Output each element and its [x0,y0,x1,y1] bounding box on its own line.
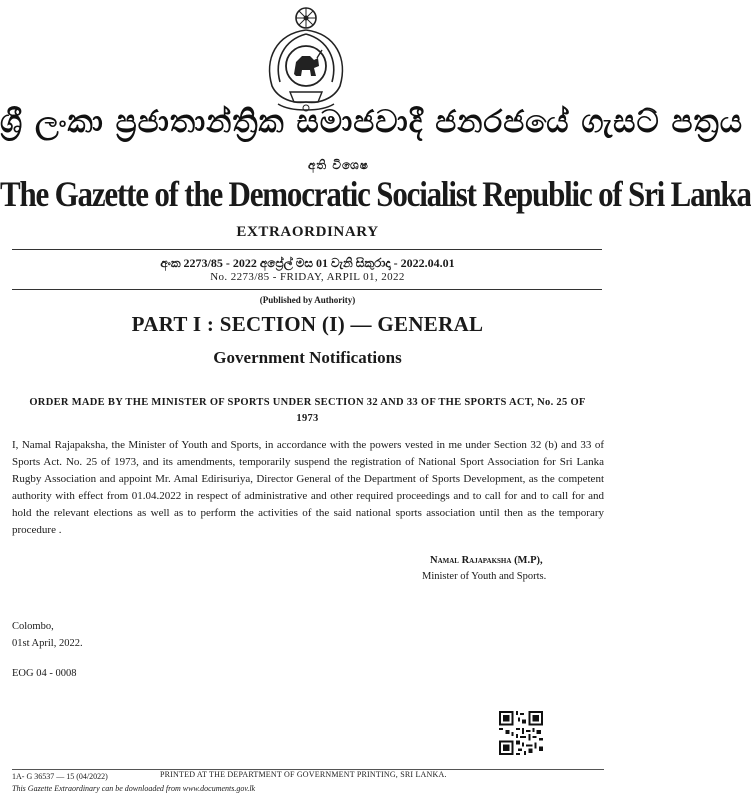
order-heading: ORDER MADE BY THE MINISTER OF SPORTS UNDER SECTION 32 AND 33 OF THE SPORTS ACT, No. 25 OF 1973 [29,397,586,424]
government-notifications-heading: Government Notifications [213,348,402,367]
extraordinary-sinhala-label: අති විශෙෂ [308,158,369,172]
place-of-issue: Colombo, [12,621,54,632]
issue-number-english: No. 2273/85 - FRIDAY, ARPIL 01, 2022 [210,271,405,283]
signatory-name [430,555,543,566]
issue-number-sinhala: අංක 2273/85 - 2022 අප්‍රේල් මස 01 වැනි සිකුරාදා - 2022.04.01 [160,256,455,270]
order-body: I, Namal Rajapaksha, the Minister of Youth and Sports, in accordance with the powers vested in me under Section 32 (b) and 33 of Sports Act. No. 25 of 1973, and its amendments, temporarily suspend the registration of National Sport Association for Sri Lanka Rugby Association and appoint Mr. Amal Edirisuriya, Director General of the Department of Sports Development, as the competent authority with effect from 01.04.2022 in respect of administrative and other required proceedings and to call for and to call for and hold the relevant elections as well as to perform the activities of the said national sports association until then as the temporary procedure . [12,439,604,536]
signatory-name-text: Namal Rajapaksha [430,555,512,566]
published-by-authority: (Published by Authority) [259,295,356,305]
masthead-divider-top [12,249,602,250]
signatory-title: Minister of Youth and Sports. [422,571,547,582]
footer-printed-by: PRINTED AT THE DEPARTMENT OF GOVERNMENT PRINTING, SRI LANKA. [160,770,447,779]
sri-lanka-emblem-icon [256,4,356,114]
footer-download-note: This Gazette Extraordinary can be downloaded from www.documents.gov.lk [12,784,256,793]
masthead-divider-bottom [12,289,602,290]
signatory-suffix: (M.P), [511,555,543,566]
reference-number: EOG 04 - 0008 [12,668,77,679]
gazette-sinhala-title: ශ්‍රී ලංකා ප්‍රජාතාන්ත්‍රික සමාජවාදී ජනරජයේ ගැසට් පත්‍රය [0,104,744,140]
date-of-issue: 01st April, 2022. [12,638,83,649]
part-section-heading: PART I : SECTION (I) — GENERAL [131,312,484,336]
extraordinary-label: EXTRAORDINARY [236,224,379,240]
footer-code: 1A- G 36537 — 15 (04/2022) [12,772,108,781]
qr-code-icon [499,711,543,755]
gazette-english-title: The Gazette of the Democratic Socialist Republic of Sri Lanka [0,174,751,215]
